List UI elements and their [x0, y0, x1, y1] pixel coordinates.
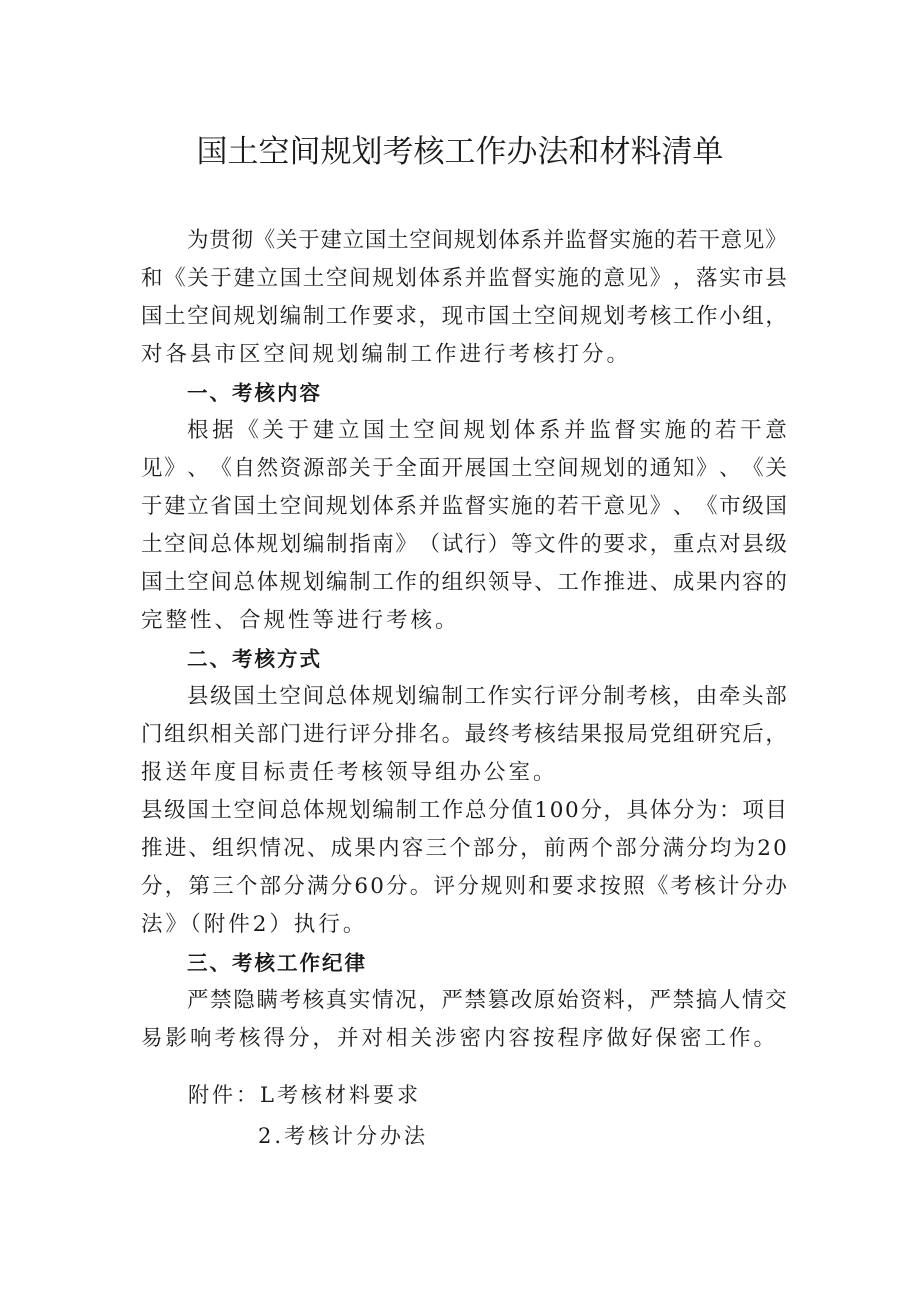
section2-line: 推 进 、 组 织 情 况 、 成 果 内 容 三 个 部 分 ， 前 两 个 部 分 满 分 均 为 2 0 [141, 836, 787, 861]
section2-line: 县 级 国 土 空 间 总 体 规 划 编 制 工 作 实 行 评 分 制 考 核 ， 由 牵 头 部 [187, 684, 787, 709]
section-heading-content: 一、考核内容 [187, 381, 322, 405]
intro-line: 为 贯 彻 《 关 于 建 立 国 土 空 间 规 划 体 系 并 监 督 实 施 的 若 干 意 见 》 [187, 228, 787, 253]
attachment-line-1: 附件：L考核材料要求 [188, 1083, 421, 1107]
section1-line: 于 建 立 省 国 土 空 间 规 划 体 系 并 监 督 实 施 的 若 干 意 见 》 、 《 市 级 国 [141, 494, 787, 519]
section1-line: 土 空 间 总 体 规 划 编 制 指 南 》 （ 试 行 ） 等 文 件 的 要 求 ， 重 点 对 县 级 [141, 532, 787, 557]
section1-line: 根 据 《 关 于 建 立 国 土 空 间 规 划 体 系 并 监 督 实 施 的 若 干 意 [187, 418, 787, 443]
section2-line: 县 级 国 土 空 间 总 体 规 划 编 制 工 作 总 分 值 1 0 0 分 ， 具 体 分 为 ： 项 目 [141, 798, 787, 823]
document-body [141, 222, 787, 1058]
section2-line: 法》（附件2）执行。 [141, 912, 368, 937]
section1-line: 见 》 、 《 自 然 资 源 部 关 于 全 面 开 展 国 土 空 间 规 划 的 通 知 》 、 《 关 [141, 456, 787, 481]
intro-line: 和 《 关 于 建 立 国 土 空 间 规 划 体 系 并 监 督 实 施 的 意 见 》 ， 落 实 市 县 [141, 266, 787, 291]
section3-line: 易影响考核得分，并对相关涉密内容按程序做好保密工作。 [141, 1026, 779, 1051]
section1-line: 国 土 空 间 总 体 规 划 编 制 工 作 的 组 织 领 导 、 工 作 推 进 、 成 果 内 容 的 [141, 570, 787, 595]
intro-line: 国 土 空 间 规 划 编 制 工 作 要 求 ， 现 市 国 土 空 间 规 划 考 核 工 作 小 组 ， [141, 304, 787, 329]
attachment-line-2: 2.考核计分办法 [258, 1124, 429, 1148]
document-title: 国土空间规划考核工作办法和材料清单 [196, 134, 724, 170]
section-heading-method: 二、考核方式 [187, 647, 322, 671]
section2-line: 分 ， 第 三 个 部 分 满 分 6 0 分 。 评 分 规 则 和 要 求 按 照 《 考 核 计 分 办 [141, 874, 787, 899]
section2-line: 报送年度目标责任考核领导组办公室。 [141, 760, 558, 785]
section2-line: 门 组 织 相 关 部 门 进 行 评 分 排 名 。 最 终 考 核 结 果 报 局 党 组 研 究 后 ， [141, 722, 787, 747]
section3-line: 严 禁 隐 瞒 考 核 真 实 情 况 ， 严 禁 篡 改 原 始 资 料 ， 严 禁 搞 人 情 交 [187, 988, 787, 1013]
intro-line: 对各县市区空间规划编制工作进行考核打分。 [141, 342, 632, 367]
section1-line: 完整性、合规性等进行考核。 [141, 608, 460, 633]
section-heading-discipline: 三、考核工作纪律 [187, 951, 367, 975]
